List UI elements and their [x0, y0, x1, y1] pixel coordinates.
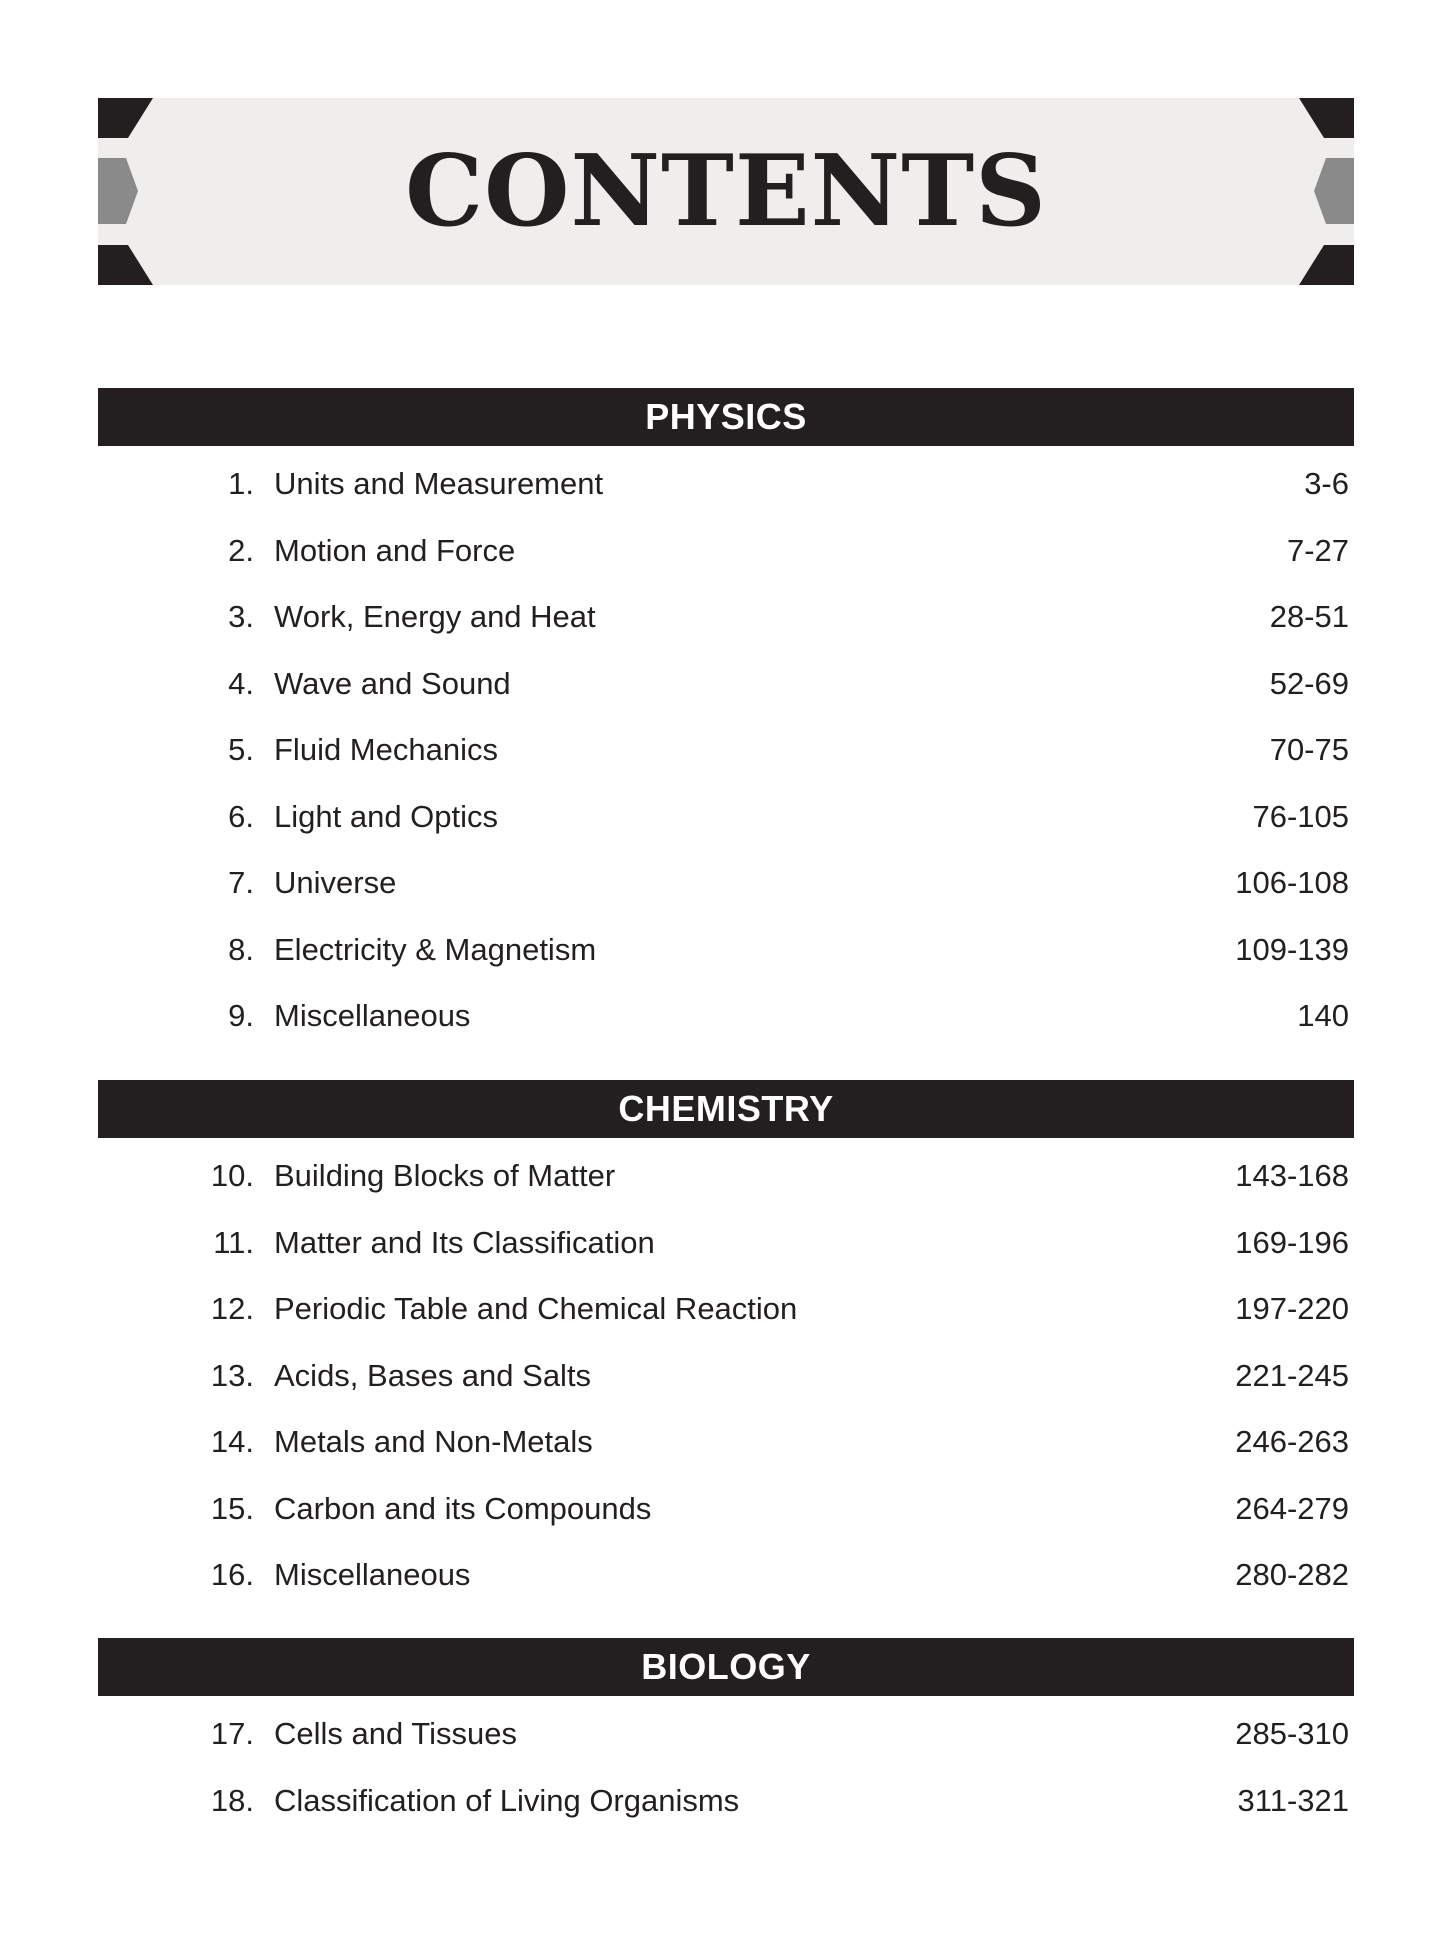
entry-list [98, 451, 1354, 1050]
entry-title: Light and Optics [274, 798, 499, 834]
entry-title: Building Blocks of Matter [274, 1158, 616, 1193]
entry-pages: 106-108 [1235, 865, 1349, 900]
entry-title: Motion and Force [274, 532, 516, 568]
entry-number: 14. [210, 1424, 254, 1459]
section-header: BIOLOGY [98, 1638, 1354, 1696]
entry-title: Classification of Living Organisms [274, 1782, 740, 1818]
entry-list [98, 1701, 1354, 1834]
toc-entry[interactable] [98, 1768, 1354, 1835]
entry-pages: 221-245 [1235, 1357, 1349, 1393]
entry-pages: 7-27 [1286, 532, 1349, 568]
entry-number: 16. [210, 1557, 254, 1592]
entry-number: 8. [228, 931, 254, 967]
entry-number: 1. [228, 466, 254, 501]
entry-title: Matter and Its Classification [274, 1224, 655, 1260]
entry-title: Acids, Bases and Salts [274, 1357, 592, 1393]
entry-title: Carbon and its Compounds [274, 1490, 652, 1526]
toc-entry[interactable] [98, 850, 1354, 917]
entry-number: 15. [210, 1490, 254, 1526]
entry-number: 9. [228, 998, 254, 1033]
toc-entry[interactable] [98, 1409, 1354, 1476]
section-biology [98, 1638, 1354, 1834]
entry-pages: 264-279 [1235, 1490, 1349, 1526]
entry-title: Universe [274, 865, 397, 900]
entry-title: Periodic Table and Chemical Reaction [274, 1291, 798, 1326]
entry-number: 18. [210, 1782, 254, 1818]
entry-pages: 70-75 [1269, 732, 1349, 767]
entry-list [98, 1143, 1354, 1609]
toc-entry[interactable] [98, 917, 1354, 984]
entry-pages: 76-105 [1252, 798, 1349, 834]
entry-title: Wave and Sound [274, 665, 511, 701]
entry-pages: 285-310 [1235, 1716, 1349, 1751]
toc-entry[interactable] [98, 784, 1354, 851]
toc-entry[interactable] [98, 1210, 1354, 1277]
entry-pages: 197-220 [1235, 1291, 1349, 1326]
entry-number: 5. [228, 732, 254, 767]
toc-entry[interactable] [98, 1542, 1354, 1609]
section-chemistry [98, 1080, 1354, 1609]
toc-entry[interactable] [98, 584, 1354, 651]
entry-pages: 109-139 [1235, 931, 1349, 967]
toc-entry[interactable] [98, 1476, 1354, 1543]
toc-entry[interactable] [98, 451, 1354, 518]
entry-pages: 280-282 [1235, 1557, 1349, 1592]
toc-entry[interactable] [98, 1343, 1354, 1410]
toc-entry[interactable] [98, 651, 1354, 718]
entry-number: 3. [228, 599, 254, 634]
section-physics [98, 388, 1354, 1050]
entry-title: Units and Measurement [274, 466, 604, 501]
entry-title: Cells and Tissues [274, 1716, 517, 1751]
entry-number: 11. [213, 1224, 254, 1260]
entry-number: 6. [228, 798, 254, 834]
entry-number: 2. [228, 532, 254, 568]
toc-entry[interactable] [98, 1276, 1354, 1343]
entry-pages: 311-321 [1237, 1782, 1349, 1818]
entry-pages: 28-51 [1269, 599, 1349, 634]
entry-number: 7. [228, 865, 254, 900]
entry-number: 4. [228, 665, 254, 701]
entry-pages: 169-196 [1235, 1224, 1349, 1260]
entry-title: Fluid Mechanics [274, 732, 498, 767]
entry-title: Metals and Non-Metals [274, 1424, 593, 1459]
entry-pages: 52-69 [1269, 665, 1349, 701]
entry-number: 17. [210, 1716, 254, 1751]
toc-entry[interactable] [98, 518, 1354, 585]
contents-banner [98, 98, 1354, 285]
entry-pages: 3-6 [1304, 466, 1349, 501]
toc-entry[interactable] [98, 983, 1354, 1050]
entry-number: 13. [210, 1357, 254, 1393]
entry-number: 12. [210, 1291, 254, 1326]
entry-title: Electricity & Magnetism [274, 931, 597, 967]
entry-pages: 143-168 [1235, 1158, 1349, 1193]
toc-entry[interactable] [98, 1701, 1354, 1768]
entry-pages: 140 [1297, 998, 1349, 1033]
toc-entry[interactable] [98, 1143, 1354, 1210]
page-title: CONTENTS [405, 134, 1047, 249]
banner-corner-ornament-right [1284, 98, 1354, 285]
entry-title: Miscellaneous [274, 1557, 471, 1592]
toc-entry[interactable] [98, 717, 1354, 784]
entry-pages: 246-263 [1235, 1424, 1349, 1459]
section-header: PHYSICS [98, 388, 1354, 446]
section-header: CHEMISTRY [98, 1080, 1354, 1138]
entry-title: Work, Energy and Heat [274, 599, 596, 634]
entry-title: Miscellaneous [274, 998, 471, 1033]
entry-number: 10. [210, 1158, 254, 1193]
